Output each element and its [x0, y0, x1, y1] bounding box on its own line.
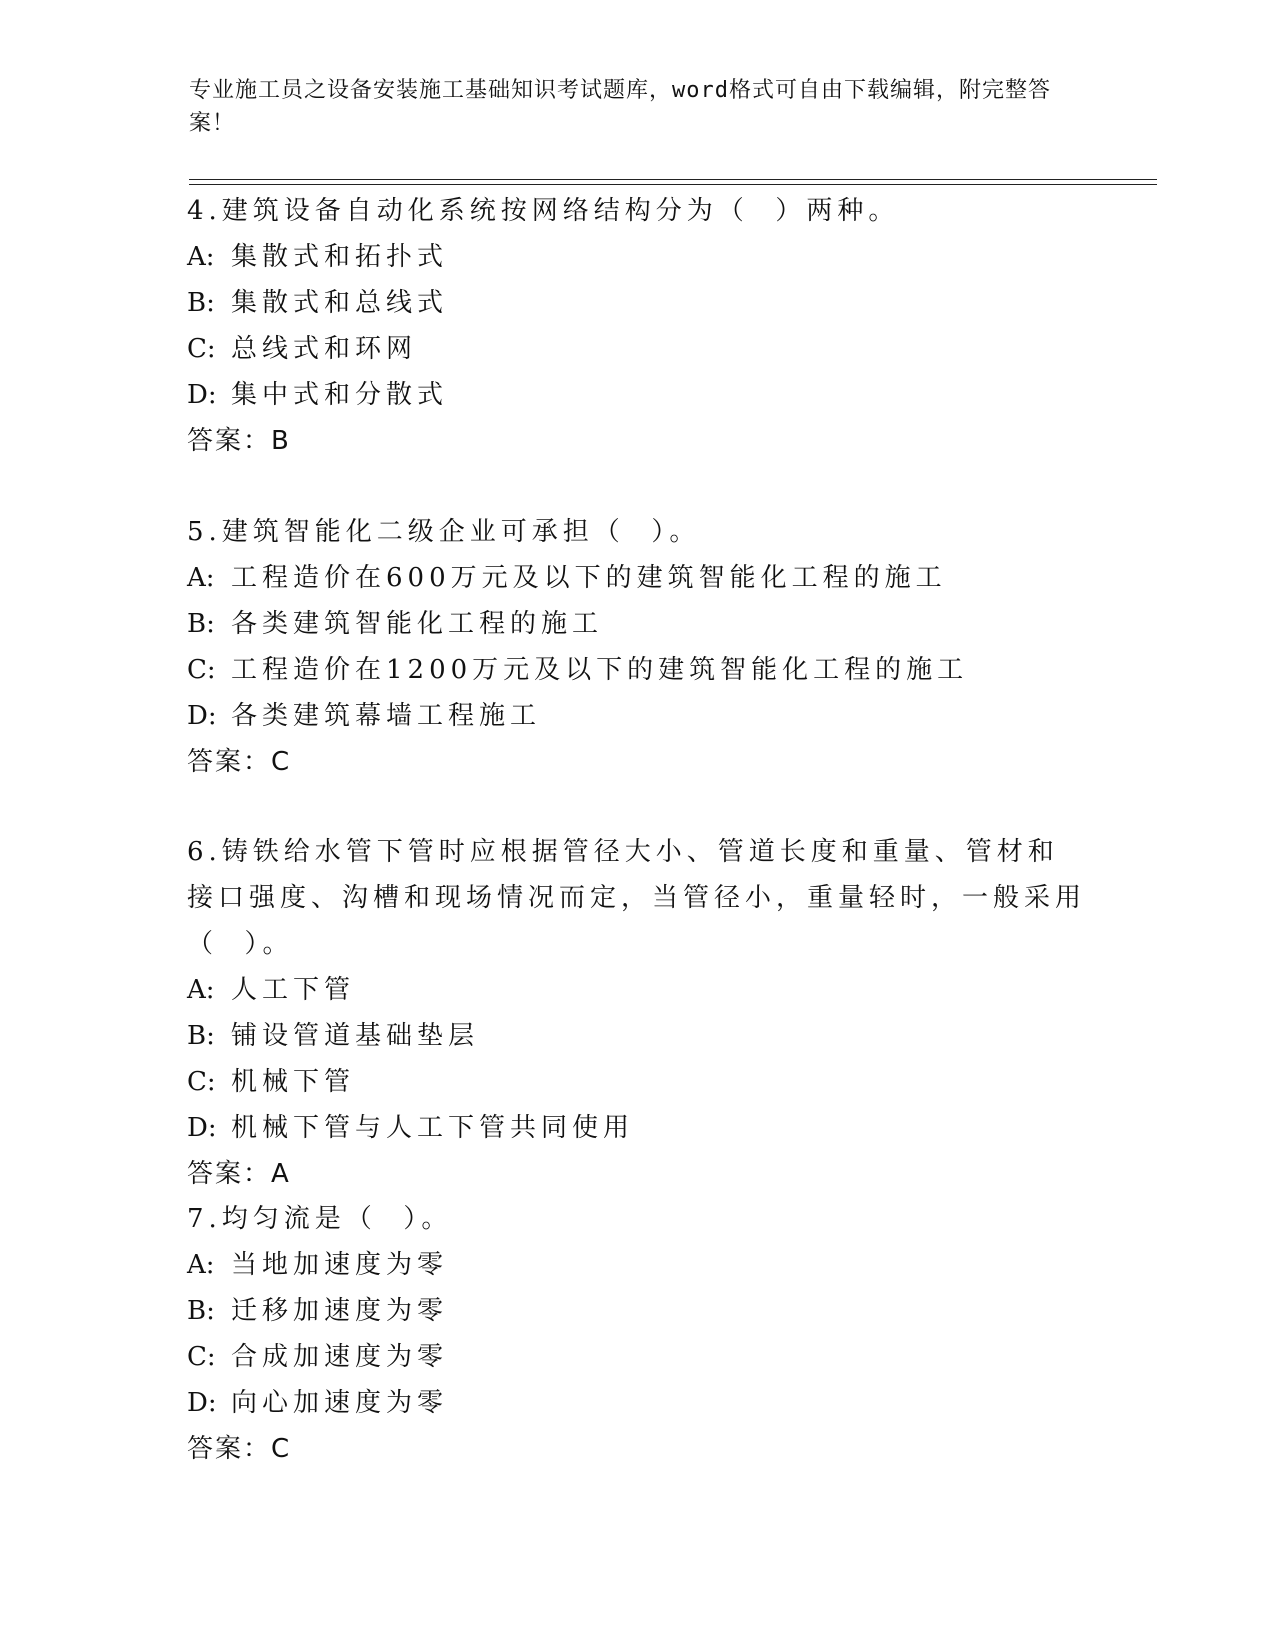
- option-c: [187, 326, 1087, 372]
- option-d: [187, 1380, 1087, 1426]
- document-header: 专业施工员之设备安装施工基础知识考试题库，word格式可自由下载编辑，附完整答案！: [189, 78, 1051, 136]
- option-letter: B:: [187, 288, 215, 318]
- option-d: [187, 693, 1087, 739]
- option-c: [187, 1334, 1087, 1380]
- header-divider-bottom: [189, 184, 1157, 185]
- option-text: 迁移加速度为零: [231, 1296, 449, 1326]
- option-letter: D:: [187, 380, 217, 410]
- option-text: 总线式和环网: [231, 334, 418, 364]
- option-d: [187, 372, 1087, 418]
- option-letter: B:: [187, 609, 215, 639]
- option-text: 机械下管: [231, 1067, 356, 1097]
- option-text: 当地加速度为零: [231, 1250, 449, 1280]
- option-letter: A:: [187, 1250, 215, 1280]
- answer-line: 答案：C: [187, 747, 292, 777]
- option-letter: D:: [187, 701, 217, 731]
- option-text: 集中式和分散式: [231, 380, 449, 410]
- question-text: 7.均匀流是（ ）。: [187, 1204, 453, 1234]
- option-text: 人工下管: [231, 975, 356, 1005]
- question-text: 5.建筑智能化二级企业可承担（ ）。: [187, 517, 701, 547]
- option-letter: C:: [187, 1342, 216, 1372]
- option-c: [187, 647, 1087, 693]
- question-6: [187, 829, 1087, 1197]
- option-a: [187, 555, 1087, 601]
- option-text: 集散式和总线式: [231, 288, 449, 318]
- answer-line: 答案：C: [187, 1434, 292, 1464]
- question-7: [187, 1196, 1087, 1472]
- option-letter: B:: [187, 1021, 215, 1051]
- option-b: [187, 1013, 1087, 1059]
- answer-line: 答案：A: [187, 1159, 291, 1189]
- option-letter: A:: [187, 242, 215, 272]
- option-text: 合成加速度为零: [231, 1342, 449, 1372]
- header-divider-top: [189, 179, 1157, 180]
- option-d: [187, 1105, 1087, 1151]
- option-b: [187, 1288, 1087, 1334]
- option-letter: D:: [187, 1388, 217, 1418]
- option-text: 铺设管道基础垫层: [231, 1021, 480, 1051]
- option-a: [187, 1242, 1087, 1288]
- option-a: [187, 234, 1087, 280]
- option-text: 集散式和拓扑式: [231, 242, 449, 272]
- option-text: 各类建筑智能化工程的施工: [231, 609, 604, 639]
- question-5: [187, 509, 1087, 785]
- option-letter: C:: [187, 334, 216, 364]
- option-b: [187, 280, 1087, 326]
- option-text: 向心加速度为零: [231, 1388, 449, 1418]
- option-b: [187, 601, 1087, 647]
- answer-line: 答案：B: [187, 426, 291, 456]
- question-text: 4.建筑设备自动化系统按网络结构分为（ ）两种。: [187, 196, 900, 226]
- option-letter: A:: [187, 975, 215, 1005]
- question-text: 6.铸铁给水管下管时应根据管径大小、管道长度和重量、管材和接口强度、沟槽和现场情况而定，当管径小，重量轻时，一般采用（ ）。: [187, 837, 1087, 959]
- option-a: [187, 967, 1087, 1013]
- option-letter: D:: [187, 1113, 217, 1143]
- option-text: 工程造价在600万元及以下的建筑智能化工程的施工: [231, 563, 947, 593]
- option-text: 机械下管与人工下管共同使用: [231, 1113, 635, 1143]
- option-letter: B:: [187, 1296, 215, 1326]
- option-text: 工程造价在1200万元及以下的建筑智能化工程的施工: [231, 655, 969, 685]
- option-letter: C:: [187, 655, 216, 685]
- option-text: 各类建筑幕墙工程施工: [231, 701, 542, 731]
- question-4: [187, 188, 1087, 464]
- option-c: [187, 1059, 1087, 1105]
- option-letter: C:: [187, 1067, 216, 1097]
- option-letter: A:: [187, 563, 215, 593]
